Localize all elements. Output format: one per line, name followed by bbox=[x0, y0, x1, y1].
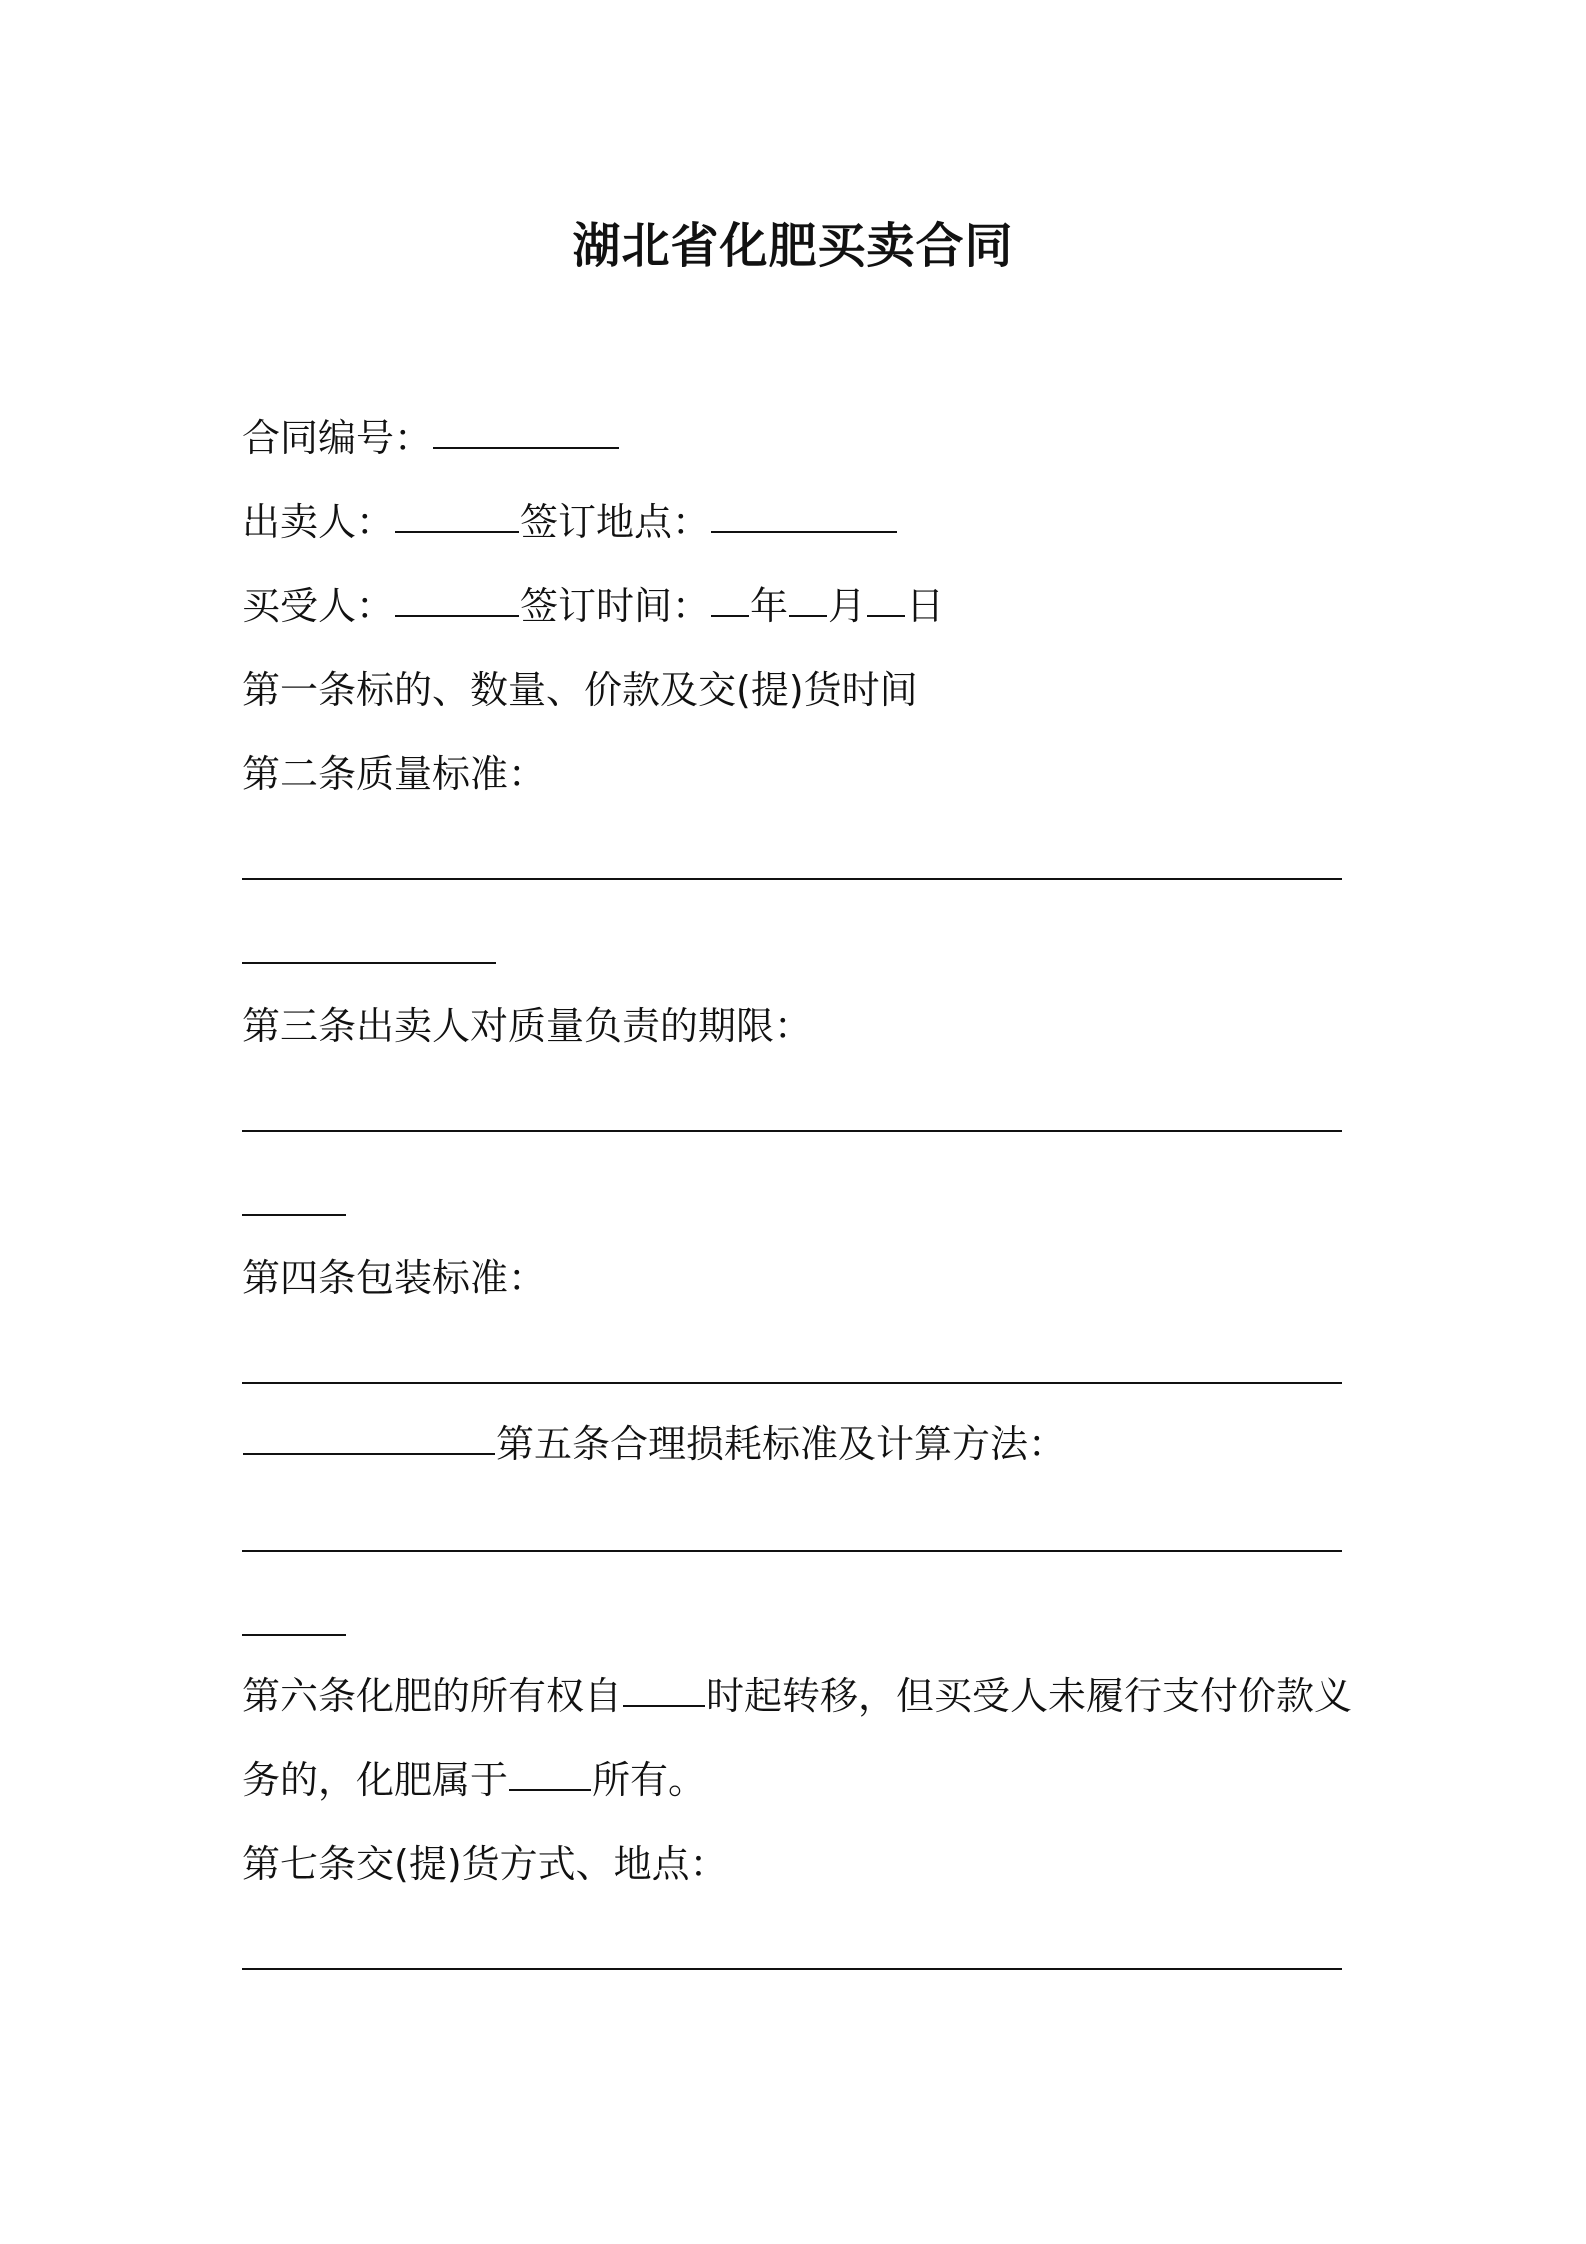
contract-number-line bbox=[242, 412, 1352, 464]
article-6-line-1 bbox=[242, 1670, 1352, 1722]
document-title: 湖北省化肥买卖合同 bbox=[572, 218, 1014, 274]
article-5-line bbox=[242, 1418, 1352, 1470]
article-3-blank-line-2[interactable] bbox=[242, 1214, 346, 1216]
article-4-blank-line-2[interactable] bbox=[243, 1452, 495, 1455]
ownership-transfer-blank[interactable] bbox=[623, 1704, 705, 1707]
contract-number-blank[interactable] bbox=[433, 446, 619, 449]
seller-blank[interactable] bbox=[395, 530, 519, 533]
seller-label: 出卖人： bbox=[242, 500, 395, 544]
sign-place-blank[interactable] bbox=[711, 530, 897, 533]
month-blank[interactable] bbox=[789, 614, 827, 617]
buyer-blank[interactable] bbox=[395, 614, 519, 617]
article-6-part-4: 所有。 bbox=[592, 1758, 707, 1802]
article-7-blank-line-1[interactable] bbox=[242, 1968, 1342, 1970]
article-2: 第二条质量标准： bbox=[242, 752, 547, 796]
day-label: 日 bbox=[906, 584, 945, 628]
seller-line bbox=[242, 496, 1352, 548]
ownership-holder-blank[interactable] bbox=[509, 1788, 591, 1791]
article-6-line-2 bbox=[242, 1754, 1352, 1806]
article-2-blank-line-2[interactable] bbox=[242, 962, 496, 964]
month-label: 月 bbox=[828, 584, 867, 628]
article-5: 第五条合理损耗标准及计算方法： bbox=[496, 1422, 1067, 1466]
day-blank[interactable] bbox=[867, 614, 905, 617]
article-1: 第一条标的、数量、价款及交(提)货时间 bbox=[242, 668, 918, 712]
contract-number-label: 合同编号： bbox=[242, 416, 433, 460]
year-blank[interactable] bbox=[711, 614, 749, 617]
article-5-blank-line-1[interactable] bbox=[242, 1550, 1342, 1552]
article-4-blank-line-1[interactable] bbox=[242, 1382, 1342, 1384]
article-3: 第三条出卖人对质量负责的期限： bbox=[242, 1004, 813, 1048]
buyer-label: 买受人： bbox=[242, 584, 395, 628]
sign-place-label: 签订地点： bbox=[520, 500, 711, 544]
article-6-part-1: 第六条化肥的所有权自 bbox=[242, 1674, 623, 1718]
article-6-part-2: 时起转移，但买受人未履行支付价款义 bbox=[706, 1674, 1353, 1718]
article-4: 第四条包装标准： bbox=[242, 1256, 547, 1300]
article-5-blank-line-2[interactable] bbox=[242, 1634, 346, 1636]
sign-time-label: 签订时间： bbox=[520, 584, 711, 628]
buyer-line bbox=[242, 580, 1352, 632]
article-3-blank-line-1[interactable] bbox=[242, 1130, 1342, 1132]
year-label: 年 bbox=[750, 584, 789, 628]
article-7: 第七条交(提)货方式、地点： bbox=[242, 1842, 728, 1886]
article-6-part-3: 务的，化肥属于 bbox=[242, 1758, 509, 1802]
article-2-blank-line-1[interactable] bbox=[242, 878, 1342, 880]
